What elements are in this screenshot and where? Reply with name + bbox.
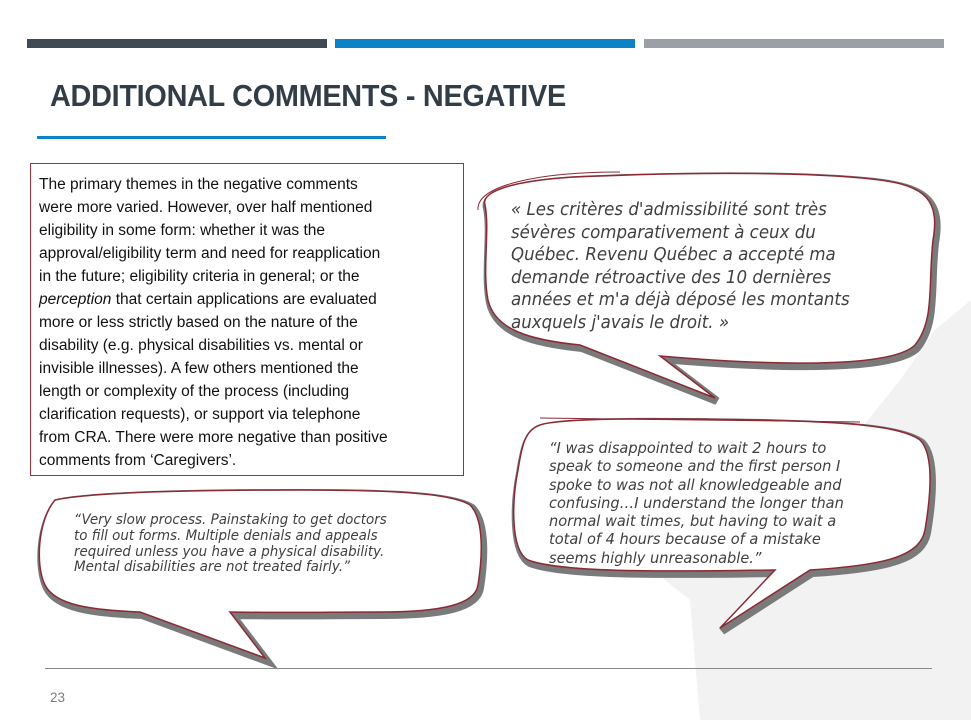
page-number: 23 <box>50 690 66 705</box>
quote-line: auxquels j'avais le droit. » <box>511 312 730 333</box>
summary-line-rest: that certain applications are evaluated <box>115 291 377 308</box>
quote-line: “Very slow process. Painstaking to get doctors <box>74 512 387 528</box>
quote-line: seems highly unreasonable.” <box>549 548 762 567</box>
slide-title: ADDITIONAL COMMENTS - NEGATIVE <box>50 78 566 113</box>
quote-line: « Les critères d'admissibilité sont très <box>511 200 827 220</box>
quote-line: Québec. Revenu Québec a accepté ma <box>511 245 836 265</box>
summary-line: from CRA. There were more negative than positive <box>39 429 388 446</box>
summary-line: approval/eligibility term and need for reapplication <box>39 245 381 262</box>
quote-slow-process <box>74 513 387 576</box>
summary-line: invisible illnesses). A few others mentioned the <box>39 360 359 377</box>
summary-line: eligibility in some form: whether it was the <box>39 222 326 239</box>
quote-line: total of 4 hours because of a mistake <box>549 530 821 549</box>
quote-line: sévères comparativement à ceux du <box>511 222 816 243</box>
quote-wait-times <box>549 439 844 567</box>
summary-line: more or less strictly based on the nature of the <box>39 314 358 331</box>
summary-line: comments from ‘Caregivers’. <box>39 452 237 469</box>
quote-line: “I was disappointed to wait 2 hours to <box>549 439 827 457</box>
summary-line: in the future; eligibility criteria in general; or the <box>39 268 360 285</box>
quote-line: spoke to was not all knowledgeable and <box>549 475 842 494</box>
footer-divider <box>45 668 932 669</box>
quote-line: Mental disabilities are not treated fairly.” <box>74 559 351 576</box>
quote-line: required unless you have a physical disability. <box>74 543 385 560</box>
quote-french <box>511 199 850 334</box>
summary-line: length or complexity of the process (including <box>39 383 350 400</box>
summary-line: were more varied. However, over half mentioned <box>39 199 373 216</box>
summary-line: The primary themes in the negative comments <box>39 176 358 193</box>
quote-line: demande rétroactive des 10 dernières <box>511 267 832 288</box>
emphasis-word: perception <box>39 291 112 308</box>
quote-line: to fill out forms. Multiple denials and appeals <box>74 527 378 544</box>
quote-line: confusing…I understand the longer than <box>549 493 844 512</box>
summary-line: disability (e.g. physical disabilities vs. mental or <box>39 337 363 354</box>
summary-line: clarification requests), or support via telephone <box>39 406 361 423</box>
quote-line: speak to someone and the first person I <box>549 457 841 476</box>
quote-line: années et m'a déjà déposé les montants <box>511 290 850 310</box>
quote-line: normal wait times, but having to wait a <box>549 512 837 531</box>
